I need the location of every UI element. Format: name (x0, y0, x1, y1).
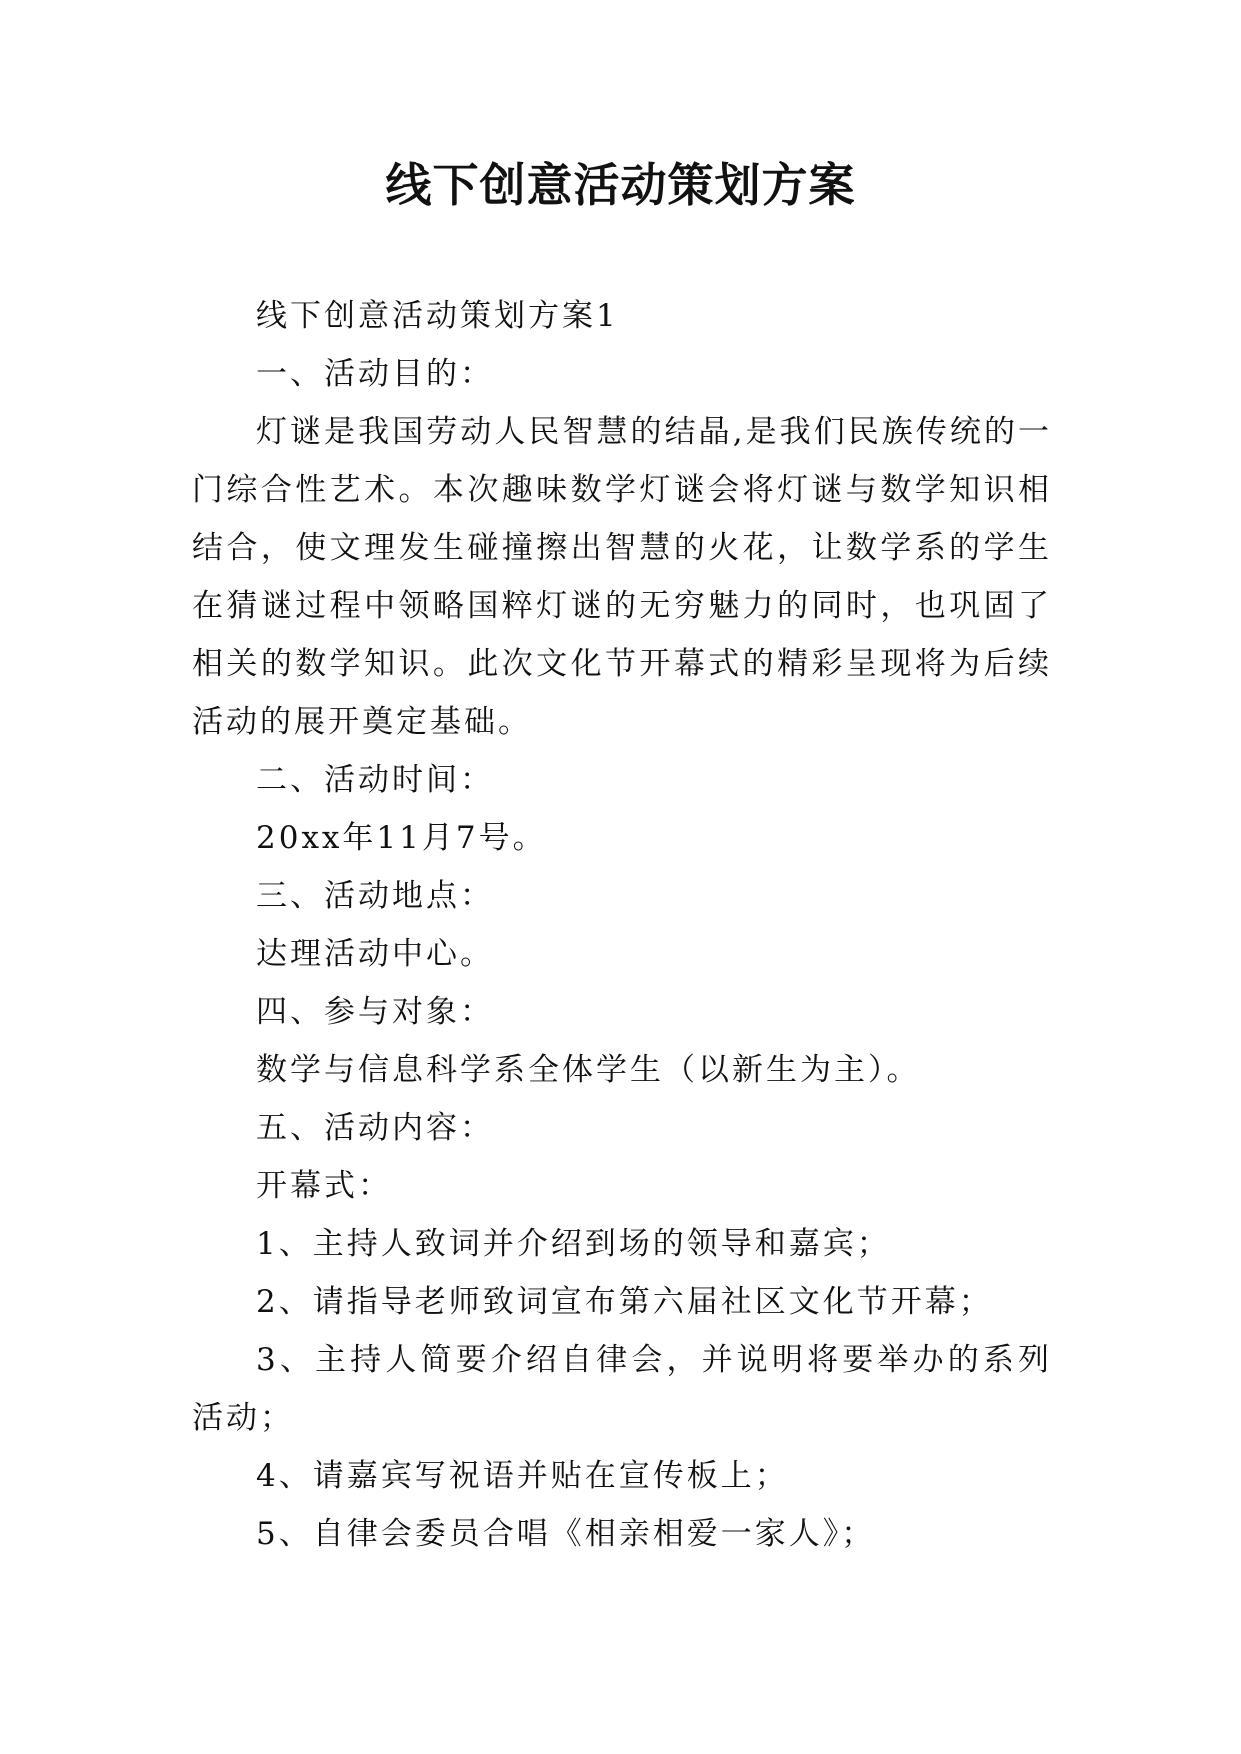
list-item: 5、自律会委员合唱《相亲相爱一家人》； (256, 1516, 876, 1552)
purpose-paragraph: 灯谜是我国劳动人民智慧的结晶,是我们民族传统的一门综合性艺术。本次趣味数学灯谜会将灯谜与数学知识相结合，使文理发生碰撞擦出智慧的火花，让数学系的学生在猜谜过程中领略国粹灯谜的无穷魅力的同时，也巩固了相关的数学知识。此次文化节开幕式的精彩呈现将为后续活动的展开奠定基础。 (192, 414, 1052, 740)
list-item: 4、请嘉宾写祝语并贴在宣传板上； (256, 1458, 789, 1494)
list-item: 3、主持人简要介绍自律会，并说明将要举办的系列活动； (192, 1342, 1052, 1436)
section-heading-content: 五、活动内容： (256, 1110, 494, 1146)
document-title: 线下创意活动策划方案 (385, 158, 856, 212)
participants-paragraph: 数学与信息科学系全体学生（以新生为主）。 (256, 1052, 921, 1088)
section-heading-participants: 四、参与对象： (256, 994, 494, 1030)
document-body (192, 287, 1052, 1563)
section-heading-location: 三、活动地点： (256, 878, 494, 914)
subtitle-paragraph: 线下创意活动策划方案1 (256, 298, 619, 334)
list-item: 1、主持人致词并介绍到场的领导和嘉宾； (256, 1226, 891, 1262)
opening-ceremony-label: 开幕式： (256, 1168, 392, 1204)
location-paragraph: 达理活动中心。 (256, 936, 494, 972)
list-item: 2、请指导老师致词宣布第六届社区文化节开幕； (256, 1284, 993, 1320)
section-heading-purpose: 一、活动目的： (256, 356, 494, 392)
time-paragraph: 20xx年11月7号。 (256, 820, 547, 856)
section-heading-time: 二、活动时间： (256, 762, 494, 798)
